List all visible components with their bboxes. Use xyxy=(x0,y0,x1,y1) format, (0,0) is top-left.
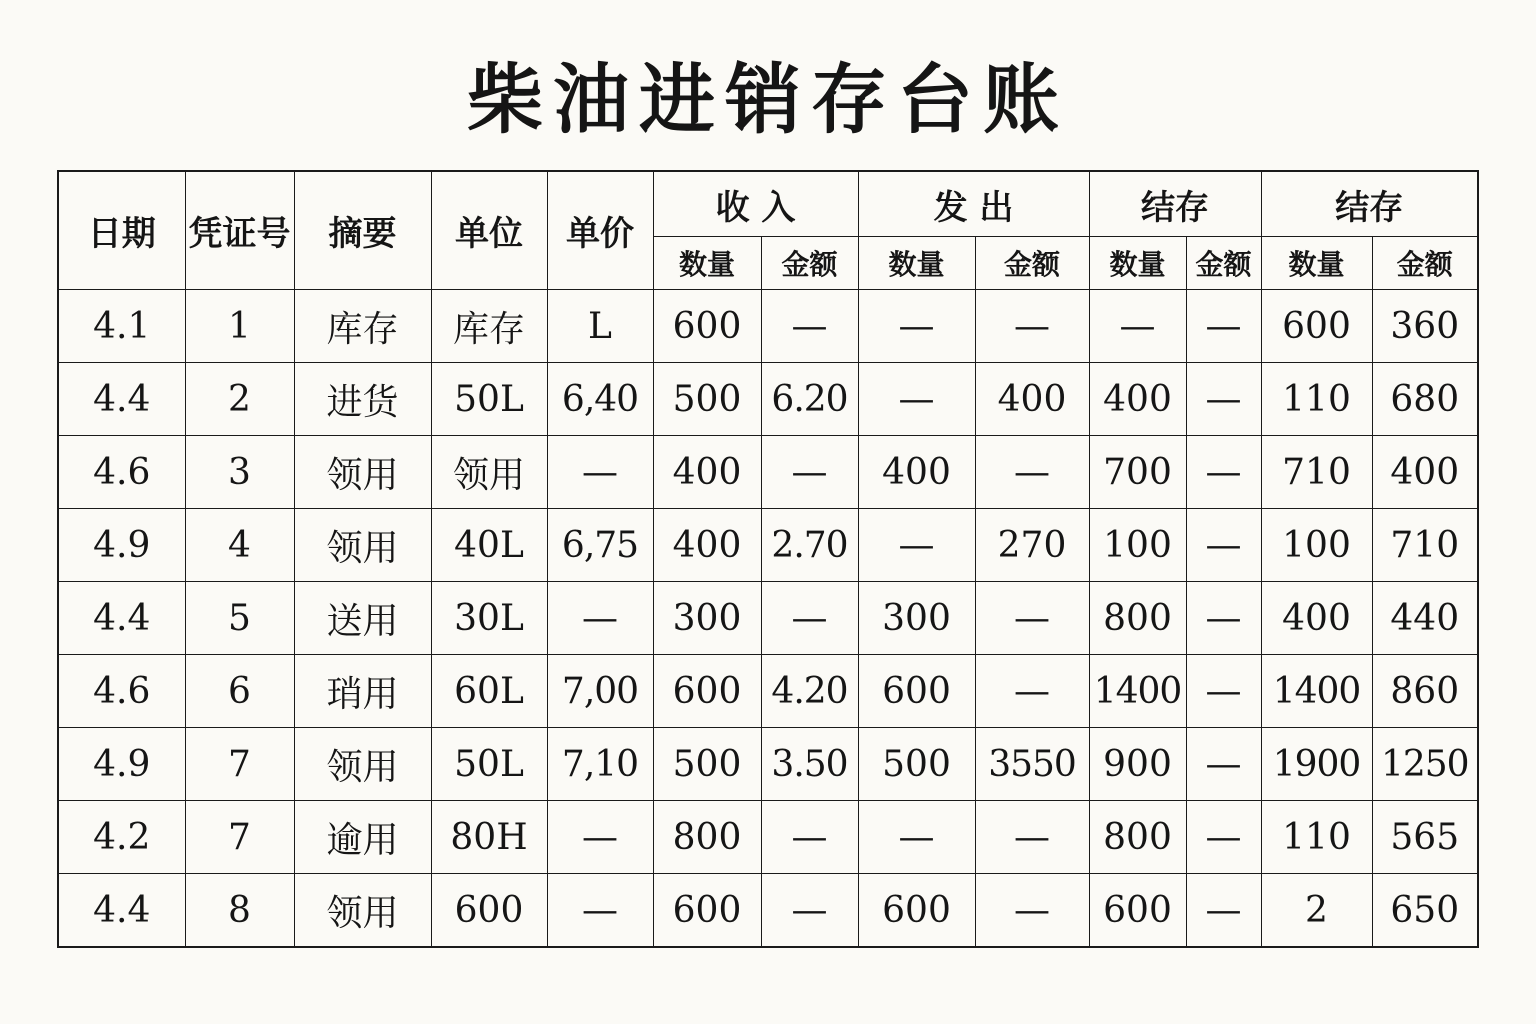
cell-date: 4.2 xyxy=(58,801,185,874)
cell-unit: 40L xyxy=(431,509,547,582)
cell-income-qty: 800 xyxy=(653,801,761,874)
cell-outgoing-qty: — xyxy=(858,290,975,363)
cell-balance-1-amount: — xyxy=(1186,655,1261,728)
cell-price: L xyxy=(547,290,653,363)
cell-balance-1-qty: 800 xyxy=(1089,582,1186,655)
cell-outgoing-qty: 600 xyxy=(858,874,975,948)
cell-date: 4.4 xyxy=(58,582,185,655)
cell-voucher: 7 xyxy=(185,728,294,801)
table-row xyxy=(58,582,1478,655)
cell-voucher: 7 xyxy=(185,801,294,874)
cell-summary: 领用 xyxy=(294,436,431,509)
cell-voucher: 2 xyxy=(185,363,294,436)
cell-outgoing-amount: 270 xyxy=(975,509,1089,582)
header-outgoing-qty: 数量 xyxy=(858,237,975,290)
table-row xyxy=(58,655,1478,728)
cell-voucher: 8 xyxy=(185,874,294,948)
cell-outgoing-qty: 600 xyxy=(858,655,975,728)
header-balance-1: 结存 xyxy=(1089,171,1261,237)
cell-income-amount: — xyxy=(761,290,858,363)
cell-balance-2-qty: 1900 xyxy=(1261,728,1372,801)
cell-outgoing-qty: 500 xyxy=(858,728,975,801)
ledger-title: 柴油进销存台账 xyxy=(467,55,1069,144)
cell-date: 4.4 xyxy=(58,874,185,948)
cell-unit: 50L xyxy=(431,728,547,801)
cell-balance-2-amount: 710 xyxy=(1372,509,1478,582)
header-balance-2: 结存 xyxy=(1261,171,1478,237)
cell-balance-2-amount: 440 xyxy=(1372,582,1478,655)
cell-unit: 600 xyxy=(431,874,547,948)
cell-date: 4.6 xyxy=(58,655,185,728)
cell-income-amount: — xyxy=(761,801,858,874)
cell-date: 4.4 xyxy=(58,363,185,436)
cell-balance-2-amount: 860 xyxy=(1372,655,1478,728)
cell-outgoing-amount: — xyxy=(975,655,1089,728)
cell-income-amount: 6.20 xyxy=(761,363,858,436)
cell-balance-2-qty: 2 xyxy=(1261,874,1372,948)
table-row xyxy=(58,436,1478,509)
cell-outgoing-amount: 3550 xyxy=(975,728,1089,801)
cell-price: — xyxy=(547,436,653,509)
cell-price: 6,75 xyxy=(547,509,653,582)
cell-income-qty: 300 xyxy=(653,582,761,655)
cell-date: 4.9 xyxy=(58,509,185,582)
cell-income-qty: 600 xyxy=(653,874,761,948)
cell-price: — xyxy=(547,582,653,655)
cell-summary: 领用 xyxy=(294,874,431,948)
header-balance-1-amount: 金额 xyxy=(1186,237,1261,290)
cell-balance-2-amount: 400 xyxy=(1372,436,1478,509)
cell-outgoing-qty: — xyxy=(858,801,975,874)
cell-unit: 30L xyxy=(431,582,547,655)
cell-summary: 逾用 xyxy=(294,801,431,874)
cell-price: 7,10 xyxy=(547,728,653,801)
cell-summary: 库存 xyxy=(294,290,431,363)
cell-outgoing-qty: 400 xyxy=(858,436,975,509)
cell-voucher: 3 xyxy=(185,436,294,509)
table-header xyxy=(58,171,1478,290)
cell-income-qty: 500 xyxy=(653,728,761,801)
cell-voucher: 1 xyxy=(185,290,294,363)
cell-balance-2-amount: 360 xyxy=(1372,290,1478,363)
cell-balance-1-amount: — xyxy=(1186,509,1261,582)
cell-balance-2-amount: 565 xyxy=(1372,801,1478,874)
table-row xyxy=(58,290,1478,363)
cell-balance-1-amount: — xyxy=(1186,728,1261,801)
cell-outgoing-qty: — xyxy=(858,509,975,582)
cell-income-qty: 600 xyxy=(653,655,761,728)
cell-unit: 50L xyxy=(431,363,547,436)
cell-balance-2-amount: 680 xyxy=(1372,363,1478,436)
cell-summary: 送用 xyxy=(294,582,431,655)
cell-balance-1-qty: 800 xyxy=(1089,801,1186,874)
header-date: 日期 xyxy=(58,171,185,290)
cell-income-qty: 500 xyxy=(653,363,761,436)
cell-balance-2-qty: 710 xyxy=(1261,436,1372,509)
table-row xyxy=(58,801,1478,874)
cell-outgoing-qty: 300 xyxy=(858,582,975,655)
cell-balance-2-qty: 110 xyxy=(1261,363,1372,436)
cell-balance-2-qty: 400 xyxy=(1261,582,1372,655)
ledger-table xyxy=(57,170,1479,948)
cell-balance-1-qty: 900 xyxy=(1089,728,1186,801)
cell-outgoing-amount: — xyxy=(975,436,1089,509)
cell-balance-1-qty: 1400 xyxy=(1089,655,1186,728)
cell-balance-1-amount: — xyxy=(1186,582,1261,655)
cell-outgoing-qty: — xyxy=(858,363,975,436)
cell-income-qty: 400 xyxy=(653,509,761,582)
cell-outgoing-amount: — xyxy=(975,801,1089,874)
cell-price: 6,40 xyxy=(547,363,653,436)
cell-balance-2-amount: 650 xyxy=(1372,874,1478,948)
header-income: 收 入 xyxy=(653,171,858,237)
cell-balance-2-amount: 1250 xyxy=(1372,728,1478,801)
cell-voucher: 6 xyxy=(185,655,294,728)
cell-price: — xyxy=(547,874,653,948)
cell-balance-1-qty: 400 xyxy=(1089,363,1186,436)
cell-date: 4.6 xyxy=(58,436,185,509)
header-summary: 摘要 xyxy=(294,171,431,290)
cell-balance-1-amount: — xyxy=(1186,436,1261,509)
header-balance-1-qty: 数量 xyxy=(1089,237,1186,290)
header-outgoing: 发 出 xyxy=(858,171,1089,237)
cell-outgoing-amount: — xyxy=(975,582,1089,655)
table-body xyxy=(58,290,1478,948)
cell-price: — xyxy=(547,801,653,874)
cell-summary: 进货 xyxy=(294,363,431,436)
cell-unit: 80H xyxy=(431,801,547,874)
cell-date: 4.1 xyxy=(58,290,185,363)
cell-balance-1-amount: — xyxy=(1186,801,1261,874)
table-row xyxy=(58,363,1478,436)
cell-income-amount: — xyxy=(761,436,858,509)
cell-outgoing-amount: — xyxy=(975,874,1089,948)
cell-unit: 领用 xyxy=(431,436,547,509)
cell-balance-1-qty: 100 xyxy=(1089,509,1186,582)
cell-balance-1-amount: — xyxy=(1186,290,1261,363)
cell-balance-1-amount: — xyxy=(1186,363,1261,436)
cell-income-qty: 400 xyxy=(653,436,761,509)
cell-balance-1-qty: — xyxy=(1089,290,1186,363)
cell-price: 7,00 xyxy=(547,655,653,728)
cell-date: 4.9 xyxy=(58,728,185,801)
cell-balance-1-qty: 600 xyxy=(1089,874,1186,948)
cell-voucher: 4 xyxy=(185,509,294,582)
cell-balance-1-qty: 700 xyxy=(1089,436,1186,509)
table-row xyxy=(58,874,1478,948)
cell-outgoing-amount: 400 xyxy=(975,363,1089,436)
cell-balance-2-qty: 600 xyxy=(1261,290,1372,363)
cell-outgoing-amount: — xyxy=(975,290,1089,363)
header-balance-2-amount: 金额 xyxy=(1372,237,1478,290)
cell-unit: 库存 xyxy=(431,290,547,363)
header-income-amount: 金额 xyxy=(761,237,858,290)
header-voucher: 凭证号 xyxy=(185,171,294,290)
cell-income-amount: — xyxy=(761,874,858,948)
header-income-qty: 数量 xyxy=(653,237,761,290)
cell-income-qty: 600 xyxy=(653,290,761,363)
header-outgoing-amount: 金额 xyxy=(975,237,1089,290)
cell-income-amount: — xyxy=(761,582,858,655)
cell-unit: 60L xyxy=(431,655,547,728)
cell-income-amount: 4.20 xyxy=(761,655,858,728)
header-balance-2-qty: 数量 xyxy=(1261,237,1372,290)
cell-balance-2-qty: 110 xyxy=(1261,801,1372,874)
table-row xyxy=(58,509,1478,582)
table-row xyxy=(58,728,1478,801)
cell-income-amount: 3.50 xyxy=(761,728,858,801)
cell-balance-2-qty: 100 xyxy=(1261,509,1372,582)
header-unit: 单位 xyxy=(431,171,547,290)
cell-summary: 琑用 xyxy=(294,655,431,728)
cell-balance-1-amount: — xyxy=(1186,874,1261,948)
header-price: 单价 xyxy=(547,171,653,290)
cell-income-amount: 2.70 xyxy=(761,509,858,582)
cell-balance-2-qty: 1400 xyxy=(1261,655,1372,728)
cell-summary: 领用 xyxy=(294,509,431,582)
cell-voucher: 5 xyxy=(185,582,294,655)
cell-summary: 领用 xyxy=(294,728,431,801)
